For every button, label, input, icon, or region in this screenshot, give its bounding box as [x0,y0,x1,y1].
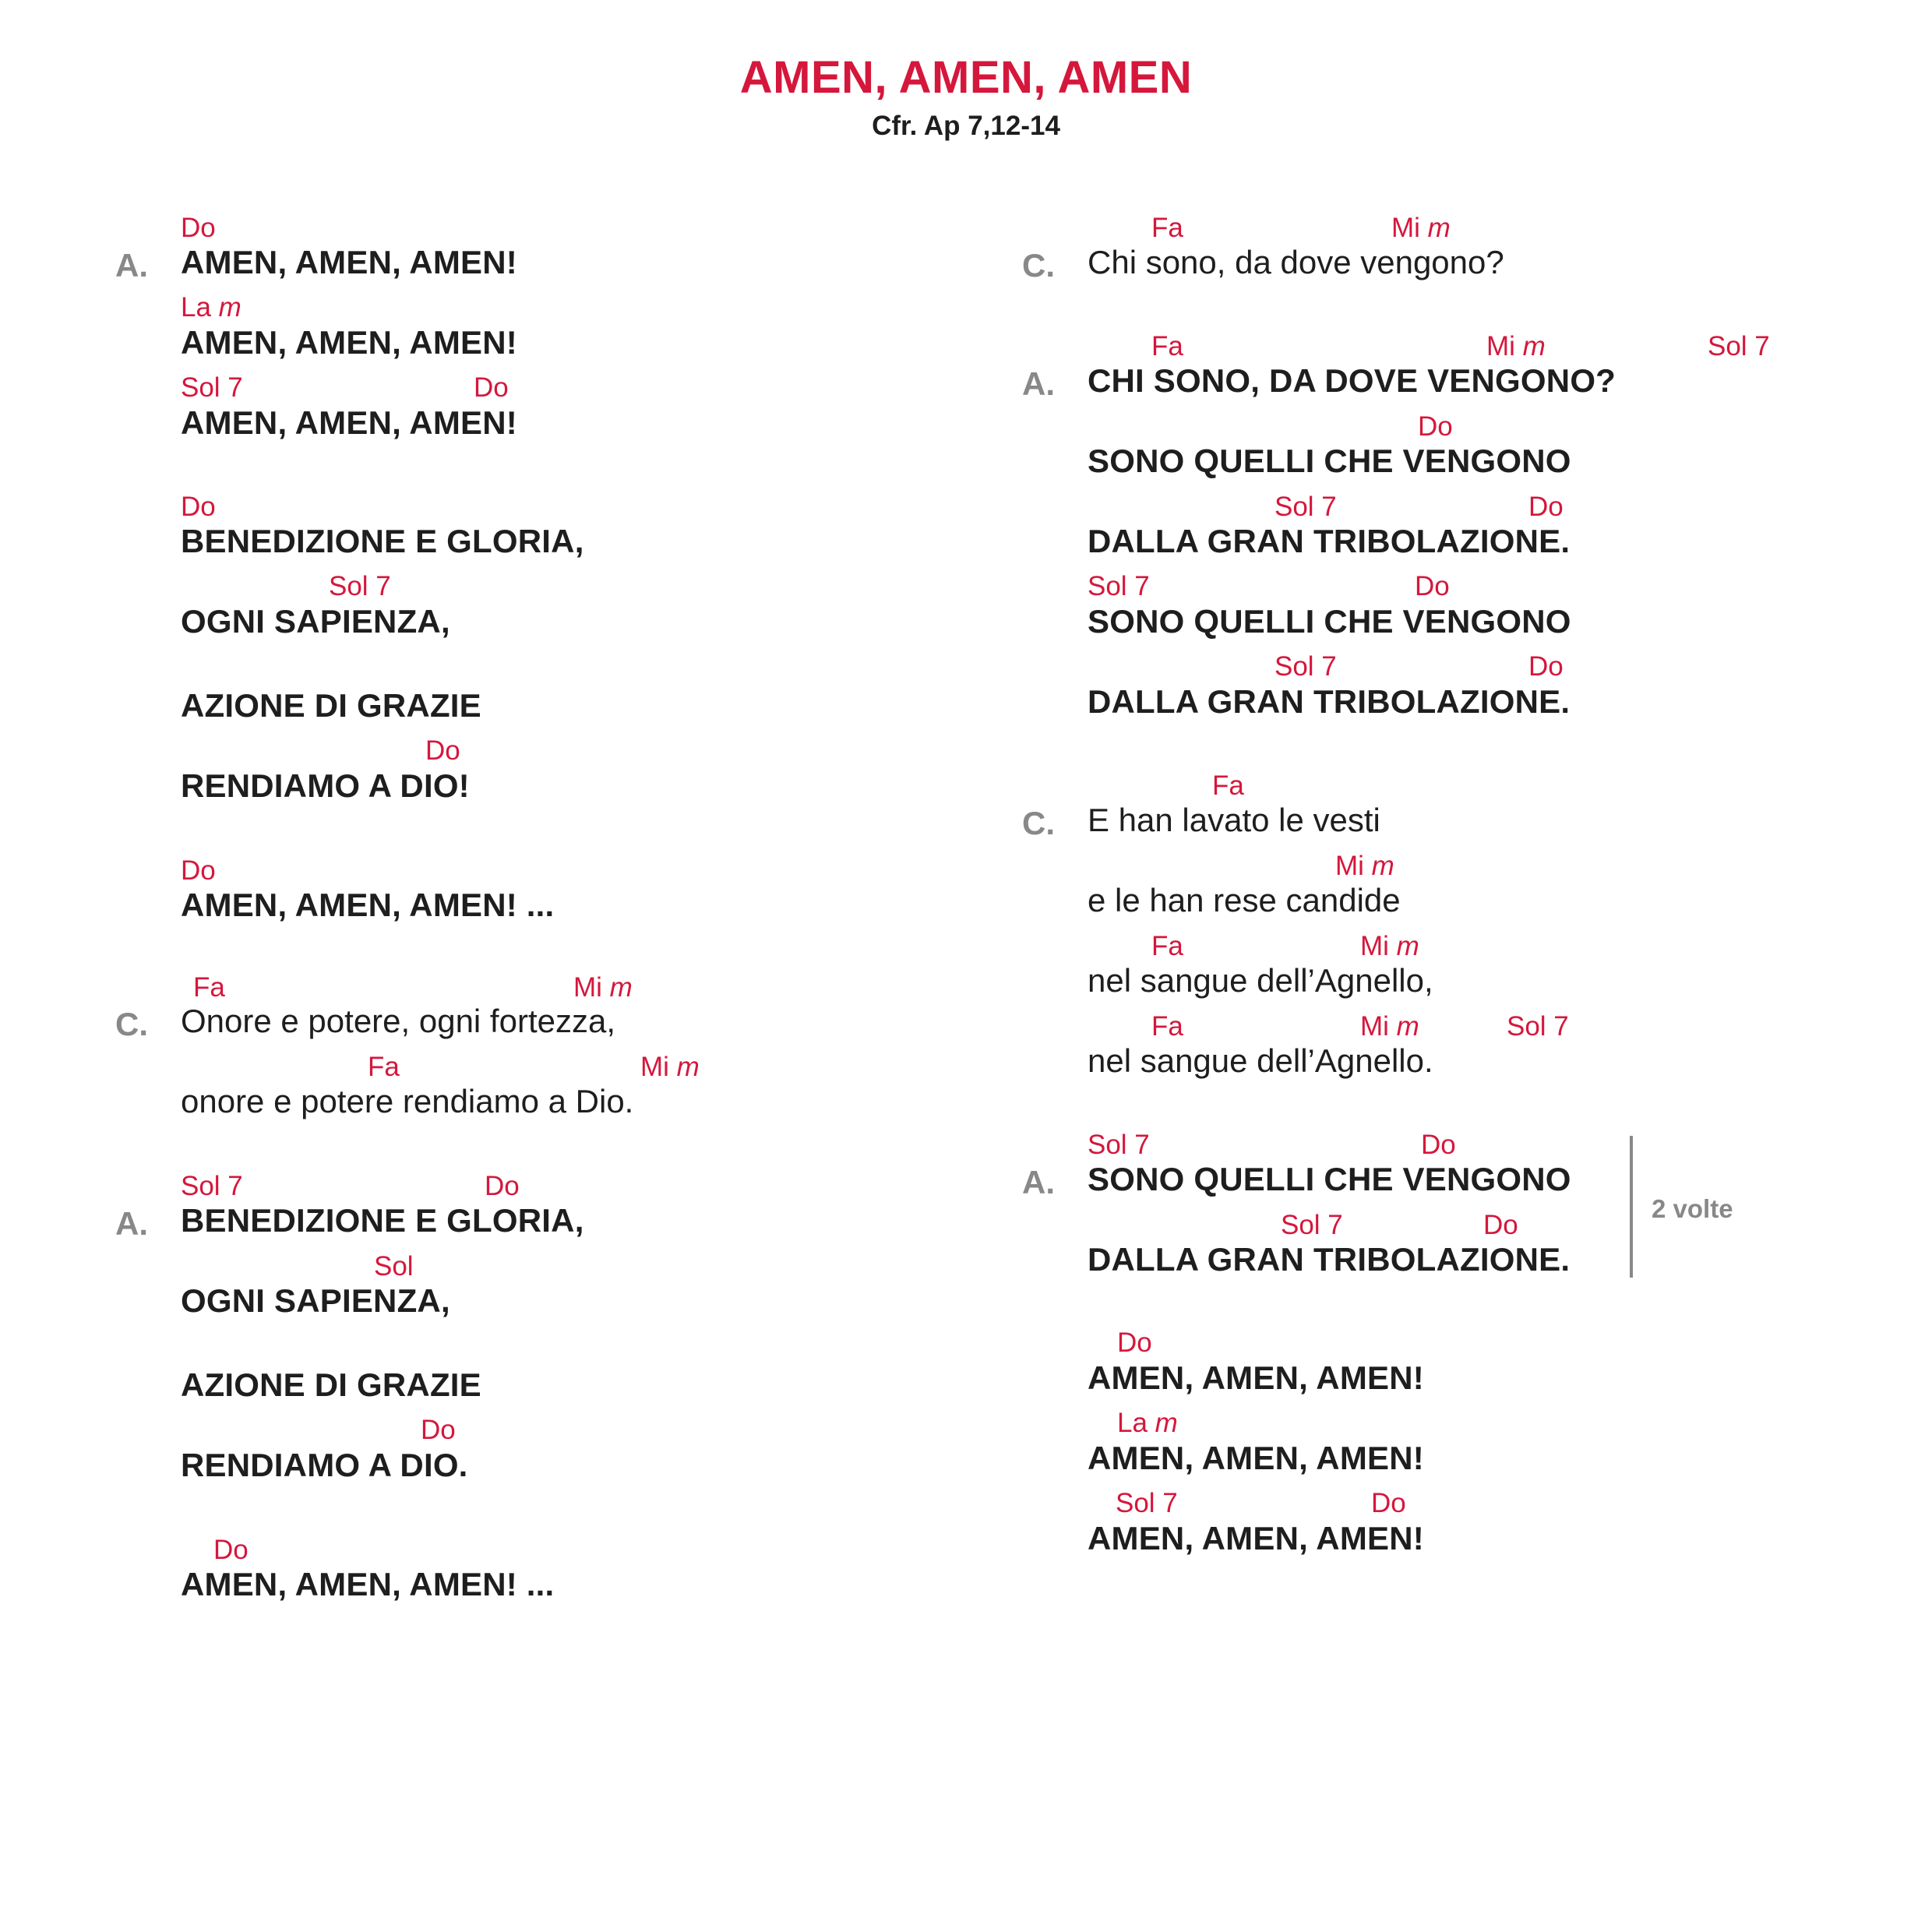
chord [1117,1409,1178,1437]
chord-root: Mi [1360,931,1389,961]
chord-root: Mi [1335,851,1364,881]
chord-root: Mi [573,972,602,1003]
chord: Sol 7 [1088,1130,1150,1160]
chord-minor: m [1396,1011,1419,1042]
chord: Sol 7 [1507,1011,1569,1042]
lyric-line: E han lavato le vesti [1088,802,1380,838]
chord: Do [1418,411,1453,442]
chord [1360,933,1419,960]
chord: Sol 7 [1088,571,1150,601]
lyric-line: AZIONE DI GRAZIE [181,687,481,724]
chord [1360,1013,1419,1040]
lyric-line: BENEDIZIONE E GLORIA, [181,523,584,559]
chord [181,294,242,321]
chord [1335,852,1394,880]
lyric-line: AMEN, AMEN, AMEN! [1088,1359,1424,1396]
lyric-line: AZIONE DI GRAZIE [181,1366,481,1403]
chord: Sol 7 [1281,1210,1343,1240]
cantor-label: C. [115,1006,148,1042]
chord-root: Mi [1360,1011,1389,1042]
chord [573,974,633,1001]
chord: Sol 7 [1708,331,1770,361]
lyric-line: DALLA GRAN TRIBOLAZIONE. [1088,523,1571,559]
chord: Sol 7 [181,372,243,403]
chord: Do [213,1535,249,1565]
chord: Fa [1151,331,1183,361]
chord: Do [181,213,216,243]
chord-minor: m [676,1052,700,1082]
chord: Sol 7 [1116,1488,1178,1518]
lyric-line: Chi sono, da dove vengono? [1088,244,1504,280]
lyric-line: AMEN, AMEN, AMEN! [1088,1440,1424,1476]
lyric-line: RENDIAMO A DIO! [181,767,470,804]
repeat-note: 2 volte [1652,1194,1733,1223]
chord-minor: m [1427,213,1451,243]
cantor-label: C. [1022,805,1055,841]
chord-minor: m [609,972,633,1003]
chord: Do [1528,651,1564,682]
lyric-line: onore e potere rendiamo a Dio. [181,1083,634,1119]
chord [1486,333,1546,360]
lyric-line: AMEN, AMEN, AMEN! [1088,1520,1424,1557]
chord: Do [181,492,216,522]
chord: Do [1415,571,1450,601]
chord-minor: m [1371,851,1394,881]
lyric-line: nel sangue dell’Agnello, [1088,962,1433,999]
repeat-bracket [1630,1136,1633,1278]
cantor-label: C. [1022,247,1055,284]
lyric-line: AMEN, AMEN, AMEN! [181,404,517,441]
chord: Do [1117,1327,1152,1358]
chord: Sol 7 [329,571,391,601]
chord-root: Mi [1391,213,1420,243]
chord: Fa [1212,770,1244,801]
chord: Do [1483,1210,1518,1240]
chord: Do [1528,492,1564,522]
assembly-label: A. [1022,365,1055,402]
lyric-line: CHI SONO, DA DOVE VENGONO? [1088,362,1616,399]
chord: Sol 7 [1274,651,1337,682]
lyric-line: OGNI SAPIENZA, [181,1282,450,1319]
chord: Fa [1151,1011,1183,1042]
chord: Sol 7 [1274,492,1337,522]
chord: Fa [1151,931,1183,961]
lyric-line: BENEDIZIONE E GLORIA, [181,1202,584,1239]
chord: Do [425,735,460,766]
chord-minor: m [1155,1408,1178,1438]
chord: Do [1421,1130,1456,1160]
lyric-line: AMEN, AMEN, AMEN! ... [181,1566,555,1602]
chord: Do [485,1171,520,1201]
chord-root: La [181,292,211,323]
chord [640,1053,700,1081]
lyric-line: SONO QUELLI CHE VENGONO [1088,442,1571,479]
chord: Do [1371,1488,1406,1518]
lyric-line: nel sangue dell’Agnello. [1088,1042,1433,1079]
lyric-line: AMEN, AMEN, AMEN! ... [181,887,555,923]
chord: Fa [368,1052,400,1082]
chord-root: Mi [640,1052,669,1082]
chord-minor: m [1396,931,1419,961]
chord-minor: m [1522,331,1546,361]
lyric-line: AMEN, AMEN, AMEN! [181,324,517,361]
chord-minor: m [218,292,242,323]
chord: Sol 7 [181,1171,243,1201]
chord: Do [421,1415,456,1445]
chord [1391,214,1451,242]
lyric-line: DALLA GRAN TRIBOLAZIONE. [1088,1241,1571,1278]
chord-root: La [1117,1408,1148,1438]
lyric-line: Onore e potere, ogni fortezza, [181,1003,615,1039]
chord-root: Mi [1486,331,1515,361]
song-title: AMEN, AMEN, AMEN [739,52,1193,103]
lyric-line: e le han rese candide [1088,882,1401,918]
chord: Fa [1151,213,1183,243]
lyric-line: OGNI SAPIENZA, [181,603,450,640]
assembly-label: A. [115,1205,148,1242]
chord: Do [181,855,216,886]
lyric-line: AMEN, AMEN, AMEN! [181,244,517,280]
lyric-line: DALLA GRAN TRIBOLAZIONE. [1088,683,1571,720]
assembly-label: A. [1022,1164,1055,1200]
chord: Do [474,372,509,403]
chord: Sol [374,1251,414,1282]
scripture-reference: Cfr. Ap 7,12-14 [872,111,1060,141]
lyric-line: SONO QUELLI CHE VENGONO [1088,603,1571,640]
assembly-label: A. [115,247,148,284]
chord: Fa [193,972,225,1003]
lyric-line: RENDIAMO A DIO. [181,1447,468,1483]
lyric-line: SONO QUELLI CHE VENGONO [1088,1161,1571,1197]
